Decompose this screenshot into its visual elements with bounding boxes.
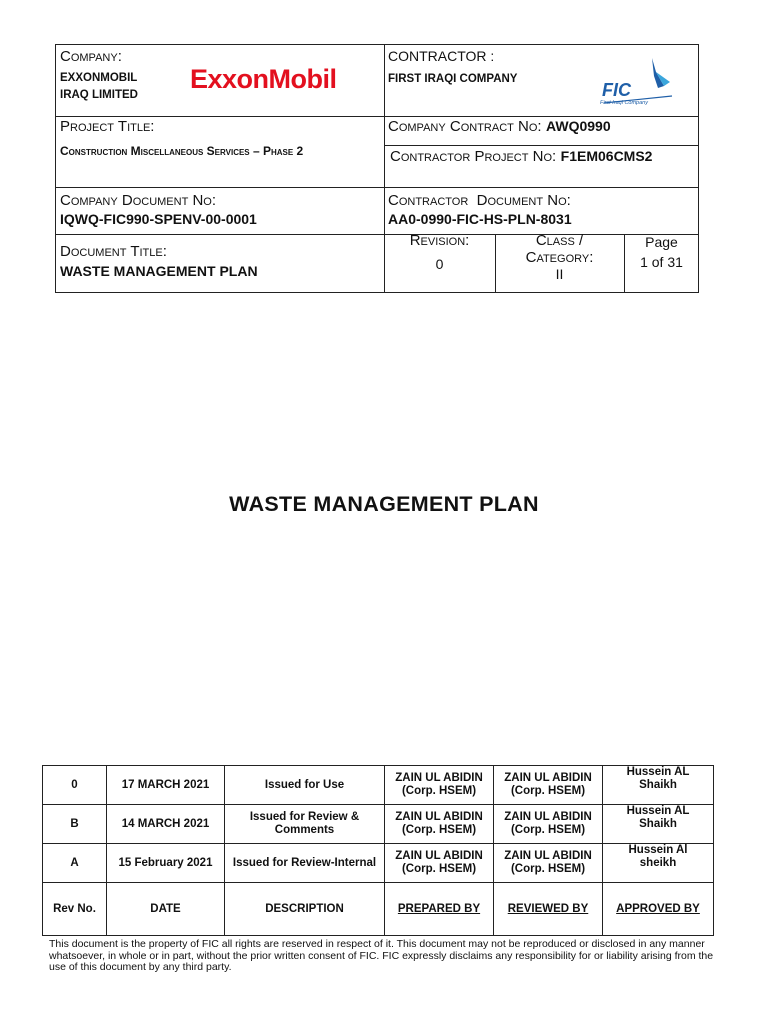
contractor-doc-label: Contractor Document No: <box>388 192 571 209</box>
prepared-cell <box>385 766 494 805</box>
doc-title: WASTE MANAGEMENT PLAN <box>60 263 258 279</box>
reviewed-name: ZAIN UL ABIDIN <box>504 772 592 784</box>
description-cell: Issued for Review & Comments <box>225 805 385 844</box>
rev-cell: A <box>43 844 107 883</box>
date-header: DATE <box>107 883 225 936</box>
description-cell: Issued for Use <box>225 766 385 805</box>
project-title-label: Project Title: <box>60 118 155 135</box>
fic-logo-subtext: First Iraqi Company <box>600 100 648 106</box>
company-contract-label: Company Contract No: <box>388 118 542 135</box>
page-info <box>624 232 699 272</box>
page-label: Page <box>645 234 678 250</box>
reviewed-cell <box>494 766 603 805</box>
reviewed-cell <box>494 844 603 883</box>
fic-logo-text: FIC <box>602 80 631 100</box>
header-divider <box>56 116 698 117</box>
table-row <box>43 844 714 883</box>
reviewed-name: ZAIN UL ABIDIN <box>504 811 592 823</box>
company-name-line1: EXXONMOBIL <box>60 72 138 84</box>
reviewed-cell <box>494 805 603 844</box>
rev-header: Rev No. <box>43 883 107 936</box>
approved-name: Hussein AL <box>626 766 690 778</box>
company-contract-value: AWQ0990 <box>546 118 611 134</box>
rev-cell: B <box>43 805 107 844</box>
contractor-project <box>390 148 652 166</box>
company-doc-value: IQWQ-FIC990-SPENV-00-0001 <box>60 211 257 227</box>
approved-cell <box>603 766 714 805</box>
prepared-name: ZAIN UL ABIDIN <box>395 850 483 862</box>
approved-cell <box>603 805 714 844</box>
prepared-name: ZAIN UL ABIDIN <box>395 811 483 823</box>
contractor-name: FIRST IRAQI COMPANY <box>388 73 518 85</box>
prepared-role: (Corp. HSEM) <box>401 785 477 797</box>
revision-table <box>42 765 714 936</box>
class-category <box>495 232 624 283</box>
prepared-role: (Corp. HSEM) <box>401 824 477 836</box>
footer-disclaimer: This document is the property of FIC all rights are reserved in respect of it. This document may not be reproduced or disclosed in any manner whatsoever, in whole or in part, without the prior written consent of FIC. FIC expressly disclaims any responsibility for or liability arising from the use of this document by any third party. <box>49 938 714 973</box>
contractor-doc-value: AA0-0990-FIC-HS-PLN-8031 <box>388 211 572 227</box>
reviewed-role: (Corp. HSEM) <box>510 863 586 875</box>
class-value: II <box>555 266 564 282</box>
header-divider <box>56 187 698 188</box>
header-divider <box>384 145 698 146</box>
reviewed-role: (Corp. HSEM) <box>510 824 586 836</box>
table-row <box>43 766 714 805</box>
revision-label: Revision: <box>409 232 470 249</box>
reviewed-name: ZAIN UL ABIDIN <box>504 850 592 862</box>
page-value: 1 of 31 <box>640 254 683 270</box>
approved-name: Hussein AL <box>626 805 690 817</box>
prepared-name: ZAIN UL ABIDIN <box>395 772 483 784</box>
header-divider <box>384 45 385 292</box>
revision-value: 0 <box>435 256 444 272</box>
reviewed-header: REVIEWED BY <box>494 883 603 936</box>
reviewed-role: (Corp. HSEM) <box>510 785 586 797</box>
approved-name: Hussein Al <box>628 844 688 856</box>
company-name-line2: IRAQ LIMITED <box>60 89 138 101</box>
prepared-header: PREPARED BY <box>385 883 494 936</box>
rev-cell: 0 <box>43 766 107 805</box>
project-title: Construction Miscellaneous Services – Phase 2 <box>60 144 304 158</box>
main-title: WASTE MANAGEMENT PLAN <box>229 492 539 516</box>
company-contract <box>388 118 611 136</box>
description-cell: Issued for Review-Internal <box>225 844 385 883</box>
exxonmobil-logo: ExxonMobil <box>190 64 337 94</box>
contractor-project-value: F1EM06CMS2 <box>560 148 653 164</box>
table-row <box>43 805 714 844</box>
company-label: Company: <box>60 48 122 65</box>
contractor-label: CONTRACTOR : <box>388 48 495 64</box>
approved-name-2: sheikh <box>639 857 677 869</box>
prepared-cell <box>385 805 494 844</box>
approved-cell <box>603 844 714 883</box>
category-label: Category: <box>525 249 594 266</box>
date-cell: 17 MARCH 2021 <box>107 766 225 805</box>
company-doc-label: Company Document No: <box>60 192 217 209</box>
table-header-row <box>43 883 714 936</box>
prepared-role: (Corp. HSEM) <box>401 863 477 875</box>
contractor-project-label: Contractor Project No: <box>390 148 557 165</box>
class-label: Class / <box>535 232 584 249</box>
date-cell: 15 February 2021 <box>107 844 225 883</box>
description-header: DESCRIPTION <box>225 883 385 936</box>
prepared-cell <box>385 844 494 883</box>
approved-name-2: Shaikh <box>639 818 677 830</box>
approved-name-2: Shaikh <box>639 779 677 791</box>
date-cell: 14 MARCH 2021 <box>107 805 225 844</box>
company-name <box>60 70 138 104</box>
doc-title-label: Document Title: <box>60 243 167 260</box>
fic-logo <box>596 56 676 110</box>
approved-header: APPROVED BY <box>603 883 714 936</box>
